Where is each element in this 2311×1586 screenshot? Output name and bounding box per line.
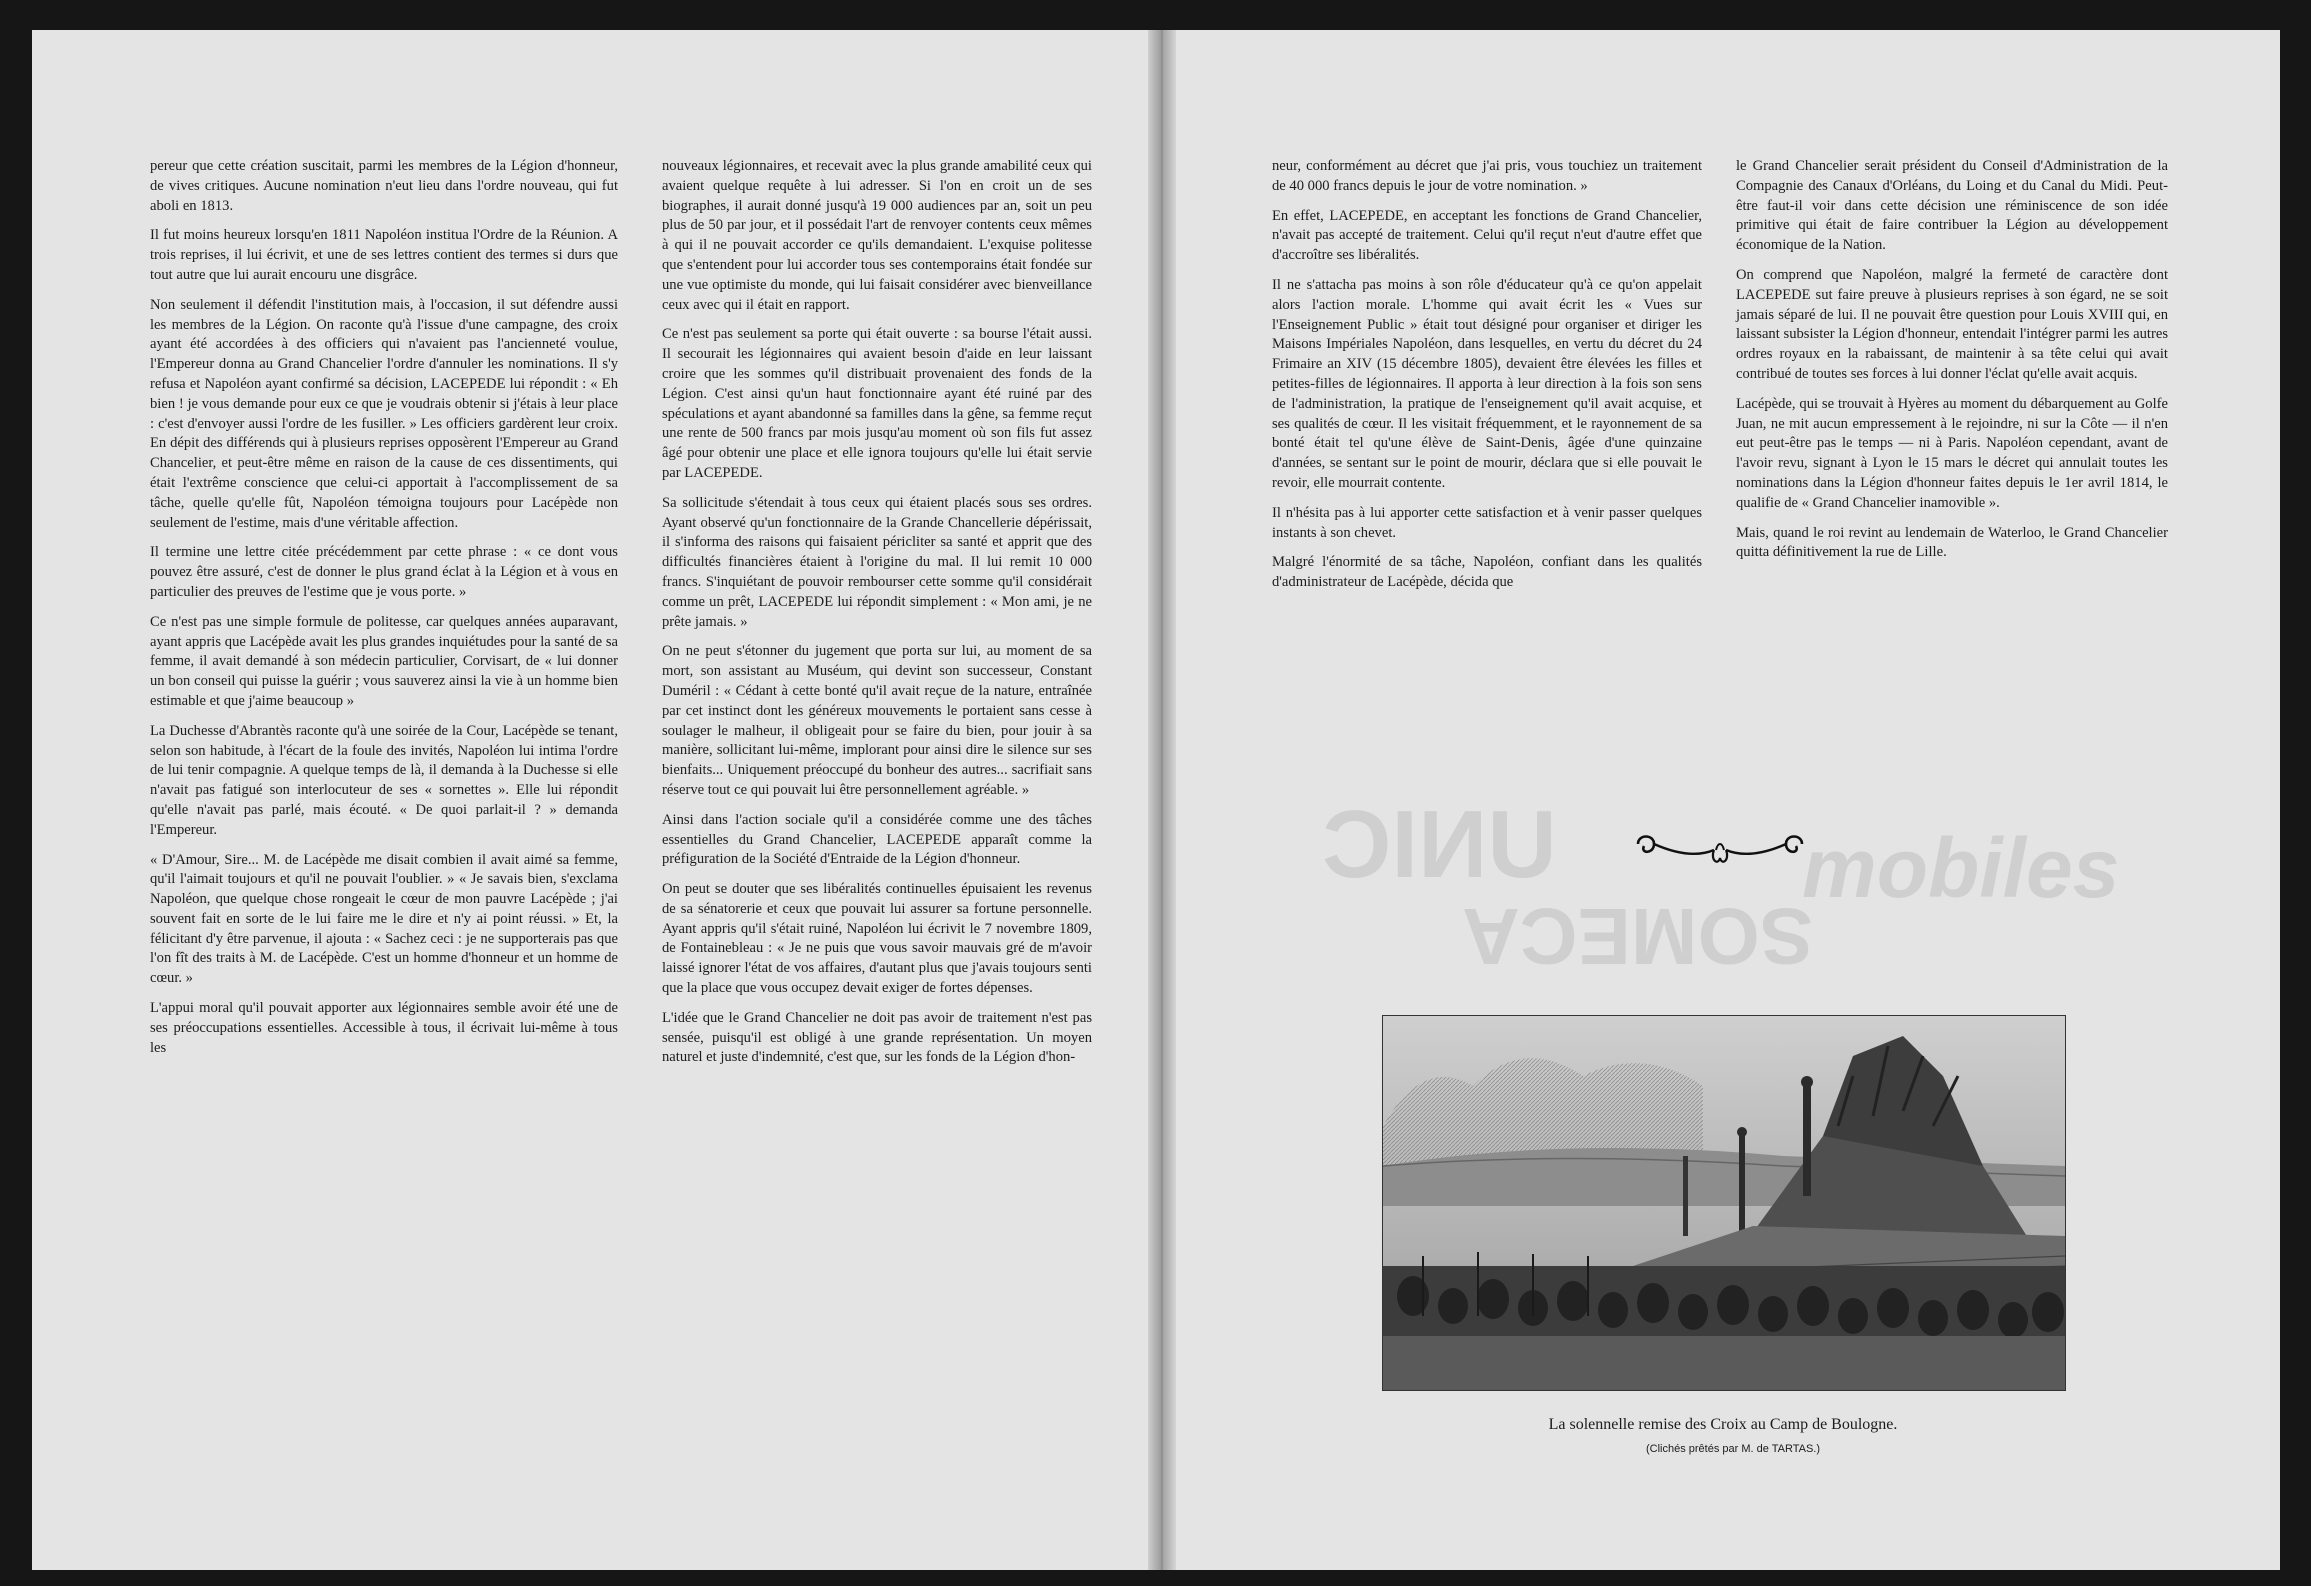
- paragraph: « D'Amour, Sire... M. de Lacépède me disait combien il avait aimé sa femme, qu'il l'aimait toujours et qu'il ne pouvait l'oublier. » « Je savais bien, s'exclama Napoléon, que quelque chose rongeait le cœur de mon pauvre Lacépède ; j'ai souvent fait en sorte de le lui faire me le dire et n'y ai point réussi. » Et, la félicitant d'y être parvenue, il ajouta : « Sachez ceci : je ne supporterais pas que l'on fît des traits à M. de Lacépède. C'est un homme d'honneur et un homme de cœur. »: [150, 851, 618, 987]
- paragraph: le Grand Chancelier serait président du Conseil d'Administration de la Compagnie des Canaux d'Orléans, du Loing et du Canal du Midi. Peut-être faut-il voir dans cette décision une réminiscence de son idée primitive qui était de faire contribuer la Légion au développement économique de la Nation.: [1736, 158, 2168, 254]
- ceremony-engraving: [1382, 1015, 2066, 1391]
- paragraph: En effet, LACEPEDE, en acceptant les fonctions de Grand Chancelier, n'avait pas accepté de traitement. Celui qu'il reçut n'eut d'autre effet que d'accroître ses libéralités.: [1272, 207, 1702, 264]
- illustration-credit: (Clichés prêtés par M. de TARTAS.): [1645, 1443, 1821, 1455]
- right-page-column-2: [1736, 157, 2168, 573]
- paragraph: Sa sollicitude s'étendait à tous ceux qui étaient placés sous ses ordres. Ayant observé qu'un fonctionnaire de la Grande Chancellerie dépérissait, il s'informa des raisons qui faisaient péricliter sa santé et apprit que des difficultés financières étaient à l'origine du mal. Il lui remit 10 000 francs. S'inquiétant de pouvoir rembourser cette somme qu'il considérait comme un prêt, LACEPEDE lui répondit simplement : « Mon ami, je ne prête jamais. »: [662, 494, 1092, 630]
- paragraph: L'appui moral qu'il pouvait apporter aux légionnaires semble avoir été une de ses préoccupations essentielles. Accessible à tous, il écrivait lui-même à tous les: [150, 1000, 618, 1056]
- right-page: [1162, 30, 2280, 1570]
- paragraph: La Duchesse d'Abrantès raconte qu'à une soirée de la Cour, Lacépède se tenant, selon son habitude, à l'écart de la foule des invités, Napoléon lui intima l'ordre de lui tenir compagnie. A quelque temps de là, il demanda à la Duchesse si elle n'avait pas fatigué son interlocuteur de ses « sornettes ». Elle lui répondit qu'elle n'avait pas parlé, mais écouté. « De quoi parlait-il ? » demanda l'Empereur.: [150, 722, 618, 838]
- paragraph: Il termine une lettre citée précédemment par cette phrase : « ce dont vous pouvez être assuré, c'est de donner le plus grand éclat à la Légion et à vous en particulier des preuves de l'estime que je vous porte. »: [150, 544, 618, 600]
- show-through-print: SOMECA: [1462, 892, 1814, 981]
- show-through-print: mobiles: [1802, 821, 2120, 915]
- show-through-print: UNIC: [1322, 791, 1557, 898]
- left-page: [32, 30, 1162, 1570]
- paragraph: Ainsi dans l'action sociale qu'il a considérée comme une des tâches essentielles du Grand Chancelier, LACEPEDE apparaît comme la préfiguration de la Société d'Entraide de la Légion d'honneur.: [662, 811, 1092, 868]
- paragraph: Ce n'est pas une simple formule de politesse, car quelques années auparavant, ayant appris que Lacépède avait les plus grandes inquiétudes pour la santé de sa femme, il avait demandé à son médecin particulier, Corvisart, de « lui donner un bon conseil qui puisse la guérir ; vous sauverez ainsi la vie à un homme bien estimable et que j'aime beaucoup »: [150, 613, 618, 709]
- paragraph: neur, conformément au décret que j'ai pris, vous touchiez un traitement de 40 000 francs depuis le jour de votre nomination. »: [1272, 158, 1702, 194]
- paragraph: L'idée que le Grand Chancelier ne doit pas avoir de traitement n'est pas sensée, puisqu'il est obligé à une grande représentation. Un moyen naturel et juste d'indemnité, c'est que, sur les fonds de la Légion d'hon-: [662, 1009, 1092, 1066]
- paragraph: Malgré l'énormité de sa tâche, Napoléon, confiant dans les qualités d'administrateur de Lacépède, décida que: [1272, 554, 1702, 591]
- left-page-column-1: [150, 157, 618, 1068]
- book-gutter: [1148, 30, 1176, 1570]
- paragraph: Il fut moins heureux lorsqu'en 1811 Napoléon institua l'Ordre de la Réunion. A trois reprises, il lui écrivit, et une de ses lettres contient des termes si durs que tout autre que lui aurait encouru une disgrâce.: [150, 227, 618, 283]
- paragraph: nouveaux légionnaires, et recevait avec la plus grande amabilité ceux qui avaient quelque requête à lui adresser. Si l'on en croit un de ses biographes, il aurait donné jusqu'à 19 000 audiences par an, soit un peu plus de 50 par jour, et il possédait l'art de renvoyer contents ceux mêmes à qui il ne pouvait accorder ce qu'ils demandaient. L'exquise politesse que s'entendent pour lui accorder tous ses contemporains était fondée sur une vue optimiste du monde, qui lui faisait considérer avec bienveillance ceux avec qui il était en rapport.: [662, 158, 1092, 313]
- paragraph: Non seulement il défendit l'institution mais, à l'occasion, il sut défendre aussi les membres de la Légion. On raconte qu'à l'issue d'une campagne, des croix ayant été accordées à des officiers qui n'avaient pas l'ancienneté voulue, l'Empereur donna au Grand Chancelier l'ordre d'annuler les nominations. Il s'y refusa et Napoléon ayant confirmé sa décision, LACEPEDE lui répondit : « Eh bien ! je vous demande pour eux ce que je voudrais obtenir si j'étais à leur place : c'est d'envoyer aussi l'ordre de les fusiller. » Les officiers gardèrent leur croix. En dépit des différends qui à plusieurs reprises opposèrent l'Empereur au Grand Chancelier, et peut-être même en raison de la cause de ces dissentiments, qui était l'extrême conscience que celui-ci apportait à l'accomplissement de sa tâche, quelle qu'elle fût, Napoléon témoigna toujours pour Lacépède non seulement de l'estime, mais d'une véritable affection.: [150, 296, 618, 531]
- paragraph: Il ne s'attacha pas moins à son rôle d'éducateur qu'à ce qu'on appelait alors l'action morale. L'homme qui avait écrit les « Vues sur l'Enseignement Public » était tout désigné pour organiser et diriger les Maisons Impériales Napoléon, dans lesquelles, en vertu du décret du 24 Frimaire an XIV (15 décembre 1805), devaient être élevées les filles et petites-filles de légionnaires. Il apporta à leur direction à la fois son sens de l'administration, la pratique de l'enseignement qu'il avait acquise, et ses qualités de cœur. Il les visitait fréquemment, et le rayonnement de sa bonté était tel qu'une élève de Saint-Denis, âgée d'une quinzaine d'années, se sentant sur le point de mourir, déclara que si elle pouvait le revoir, elle mourrait contente.: [1272, 276, 1702, 491]
- paragraph: On peut se douter que ses libéralités continuelles épuisaient les revenus de sa sénatorerie et ceux que pouvait lui assurer sa fortune personnelle. Ayant appris qu'il s'était ruiné, Napoléon lui écrivit le 7 novembre 1809, de Fontainebleau : « Je ne puis que vous savoir mauvais gré de m'avoir laissé ignorer l'état de vos affaires, d'autant plus que j'avais toujours senti que la place que vous occupez devait exiger de fortes dépenses.: [662, 881, 1092, 997]
- illustration-caption: La solennelle remise des Croix au Camp de Boulogne.: [1548, 1416, 1898, 1433]
- paragraph: Il n'hésita pas à lui apporter cette satisfaction et à venir passer quelques instants à son chevet.: [1272, 504, 1702, 541]
- paragraph: On comprend que Napoléon, malgré la fermeté de caractère dont LACEPEDE sut faire preuve à plusieurs reprises à son égard, ne se soit jamais séparé de lui. Il ne pouvait être question pour Louis XVIII qui, en laissant subsister la Légion d'honneur, entendait l'intégrer parmi les autres ordres royaux en la rabaissant, de maintenir à sa tête celui qui avait contribué de toutes ses forces à lui donner l'éclat qu'elle avait acquis.: [1736, 266, 2168, 382]
- right-page-column-1: [1272, 157, 1702, 603]
- scroll-ornament-icon: [1630, 830, 1810, 874]
- paragraph: Mais, quand le roi revint au lendemain de Waterloo, le Grand Chancelier quitta définitivement la rue de Lille.: [1736, 524, 2168, 561]
- paragraph: On ne peut s'étonner du jugement que porta sur lui, au moment de sa mort, son assistant au Muséum, qui devint son successeur, Constant Duméril : « Cédant à cette bonté qu'il avait reçue de la nature, entraînée par cet instinct dont les généreux mouvements le portaient sans cesse à soulager le malheur, il obligeait pour se faire du bien, pour jouir à sa manière, sollicitant lui-même, implorant pour ainsi dire le silence sur ses bienfaits... Uniquement préoccupé du bonheur des autres... sacrifiait sans réserve tout ce qui pouvait lui être personnellement agréable. »: [662, 643, 1092, 798]
- paragraph: pereur que cette création suscitait, parmi les membres de la Légion d'honneur, de vives critiques. Aucune nomination n'eut lieu dans l'ordre nouveau, qui fut aboli en 1813.: [150, 158, 618, 214]
- left-page-column-2: [662, 157, 1092, 1078]
- paragraph: Lacépède, qui se trouvait à Hyères au moment du débarquement au Golfe Juan, ne mit aucun empressement à le rejoindre, ni sur la Côte — il n'en eut peut-être pas le temps — ni à Paris. Napoléon cependant, avant de l'avoir revu, signant à Lyon le 15 mars le décret qui annulait toutes les nominations dans la Légion d'honneur faites depuis le 1er avril 1814, le qualifie de « Grand Chancelier inamovible ».: [1736, 395, 2168, 511]
- paragraph: Ce n'est pas seulement sa porte qui était ouverte : sa bourse l'était aussi. Il secourait les légionnaires qui avaient besoin d'aide en leur laissant croire que les sommes qu'il distribuait provenaient des fonds de la Légion. C'est ainsi qu'un haut fonctionnaire ayant été ruiné par des spéculations et ayant abandonné sa familles dans la gêne, sa femme reçut une rente de 500 francs par mois jusqu'au moment où son fils fut assez âgé pour obtenir une place et elle ignora toujours qu'elle lui était servie par LACEPEDE.: [662, 326, 1092, 481]
